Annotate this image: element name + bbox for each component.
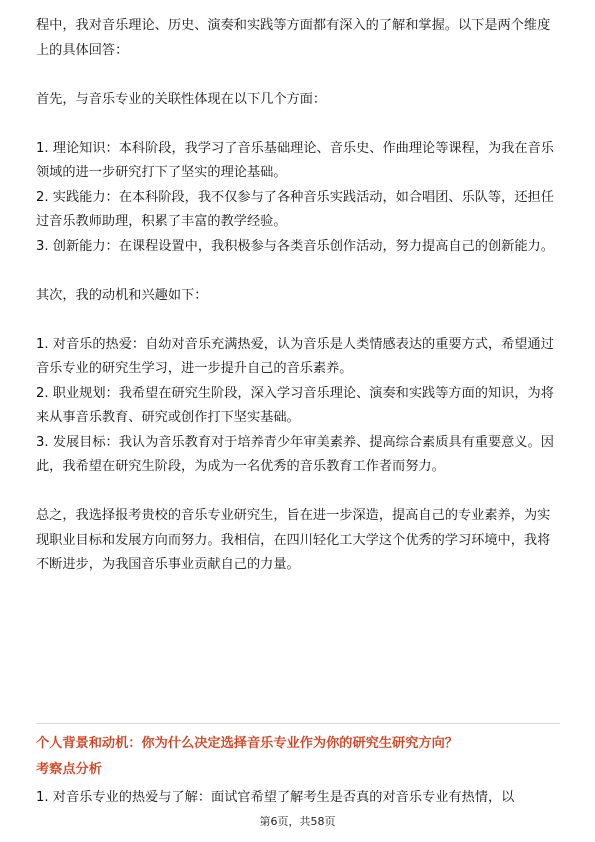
second-item-1: 1. 对音乐的热爱：自幼对音乐充满热爱，认为音乐是人类情感表达的重要方式，希望通过音乐专业的研究生学习，进一步提升自己的音乐素养。	[36, 336, 554, 376]
intro-continuation: 程中，我对音乐理论、历史、演奏和实践等方面都有深入的了解和掌握。以下是两个维度上的具体回答：	[36, 18, 551, 58]
analysis-subheading: 考察点分析	[36, 762, 102, 777]
analysis-point-1: 1. 对音乐专业的热爱与了解：面试官希望了解考生是否真的对音乐专业有热情，以	[36, 790, 515, 805]
analysis-point-1-container	[36, 786, 562, 811]
first-item-1: 1. 理论知识：本科阶段，我学习了音乐基础理论、音乐史、作曲理论等课程，为我在音乐领域的进一步研究打下了坚实的理论基础。	[36, 140, 554, 180]
second-heading: 其次，我的动机和兴趣如下：	[36, 287, 208, 303]
first-item-2: 2. 实践能力：在本科阶段，我不仅参与了各种音乐实践活动，如合唱团、乐队等，还担任过音乐教师助理，积累了丰富的教学经验。	[36, 189, 554, 229]
conclusion-paragraph: 总之，我选择报考贵校的音乐专业研究生，旨在进一步深造，提高自己的专业素养，为实现职业目标和发展方向而努力。我相信，在四川轻化工大学这个优秀的学习环境中，我将不断进步，为我国音乐事业贡献自己的力量。	[36, 508, 551, 572]
page-number: 第6页，共58页	[259, 815, 336, 828]
first-heading: 首先，与音乐专业的关联性体现在以下几个方面：	[36, 91, 327, 107]
section-divider	[36, 723, 560, 724]
second-item-3: 3. 发展目标：我认为音乐教育对于培养青少年审美素养、提高综合素质具有重要意义。因此，我希望在研究生阶段，为成为一名优秀的音乐教育工作者而努力。	[36, 434, 554, 474]
document-body	[36, 14, 562, 578]
second-item-2: 2. 职业规划：我希望在研究生阶段，深入学习音乐理论、演奏和实践等方面的知识，为将来从事音乐教育、研究或创作打下坚实基础。	[36, 385, 554, 425]
question-heading: 个人背景和动机：你为什么决定选择音乐专业作为你的研究生研究方向？	[36, 736, 458, 751]
first-item-3: 3. 创新能力：在课程设置中，我积极参与各类音乐创作活动，努力提高自己的创新能力。	[36, 238, 554, 254]
